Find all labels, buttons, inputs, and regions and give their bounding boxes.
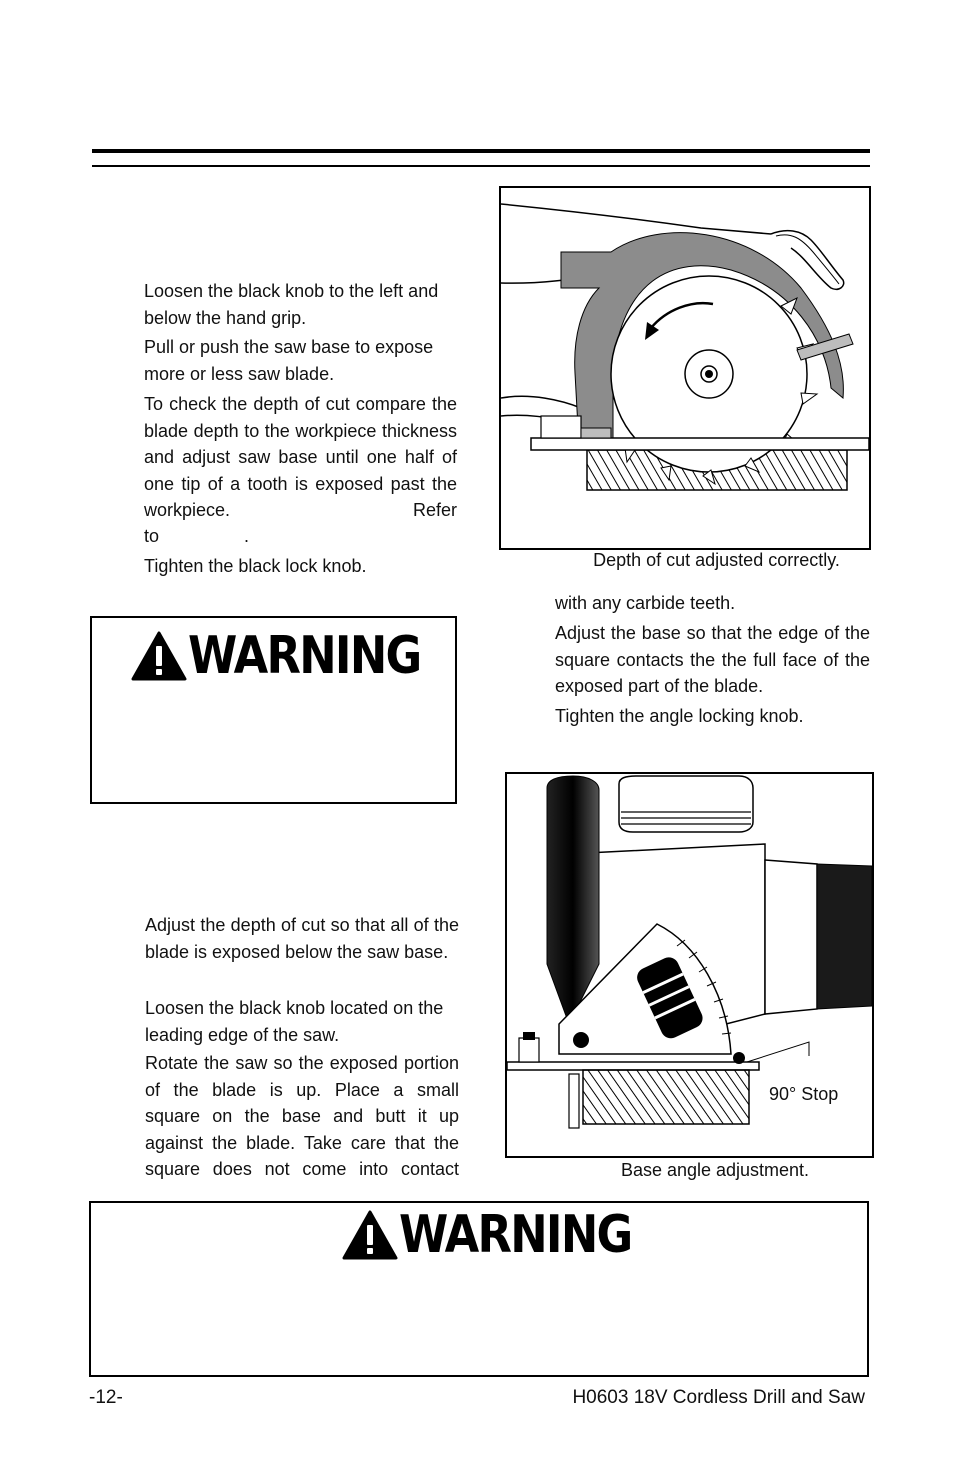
header-rule-thick xyxy=(92,149,870,153)
ninety-degree-stop-label: 90° Stop xyxy=(769,1084,839,1104)
depth-step-1: Loosen the black knob to the left and below the hand grip. xyxy=(144,281,439,328)
warning-triangle-icon xyxy=(341,1209,399,1261)
warning-header xyxy=(130,626,458,686)
angle-step-3-cont: with any carbide teeth. xyxy=(555,593,736,613)
warning-header-large xyxy=(341,1205,669,1265)
angle-step-5: Tighten the angle locking knob. xyxy=(555,706,804,726)
depth-figure-caption: Depth of cut adjusted correctly. xyxy=(593,550,840,570)
document-title: H0603 18V Cordless Drill and Saw xyxy=(572,1387,865,1408)
header-rule-thin xyxy=(92,165,870,167)
angle-step-1: Adjust the depth of cut so that all of the blade is exposed below the saw base. xyxy=(145,915,459,962)
angle-step-4: Adjust the base so that the edge of the square contacts the the full face of the exposed part of the blade. xyxy=(555,623,870,696)
warning-label: WARNING xyxy=(188,626,421,686)
depth-of-cut-figure xyxy=(499,186,871,550)
warning-box-small xyxy=(90,616,457,804)
saw-depth-illustration xyxy=(501,188,869,548)
angle-figure-caption: Base angle adjustment. xyxy=(620,1160,810,1180)
warning-box-large xyxy=(89,1201,869,1377)
depth-step-3: To check the depth of cut compare the blade depth to the workpiece thickness and adjust saw base until one half of one tip of a tooth is exposed past the workpiece. Refer xyxy=(144,394,457,520)
base-angle-figure xyxy=(505,772,874,1158)
depth-step-2: Pull or push the saw base to expose more or less saw blade. xyxy=(144,337,434,384)
page-number: -12- xyxy=(89,1387,123,1408)
angle-step-2: Loosen the black knob located on the leading edge of the saw. xyxy=(145,998,444,1045)
angle-step-3: Rotate the saw so the exposed portion of the blade is up. Place a small square on the base and butt it up against the blade. Take care that the square does not come into contact xyxy=(145,1053,459,1179)
warning-label-large: WARNING xyxy=(399,1205,632,1265)
warning-triangle-icon xyxy=(130,630,188,682)
depth-step-4: Tighten the black lock knob. xyxy=(144,556,367,576)
depth-step-3-ref: to . xyxy=(144,526,250,546)
